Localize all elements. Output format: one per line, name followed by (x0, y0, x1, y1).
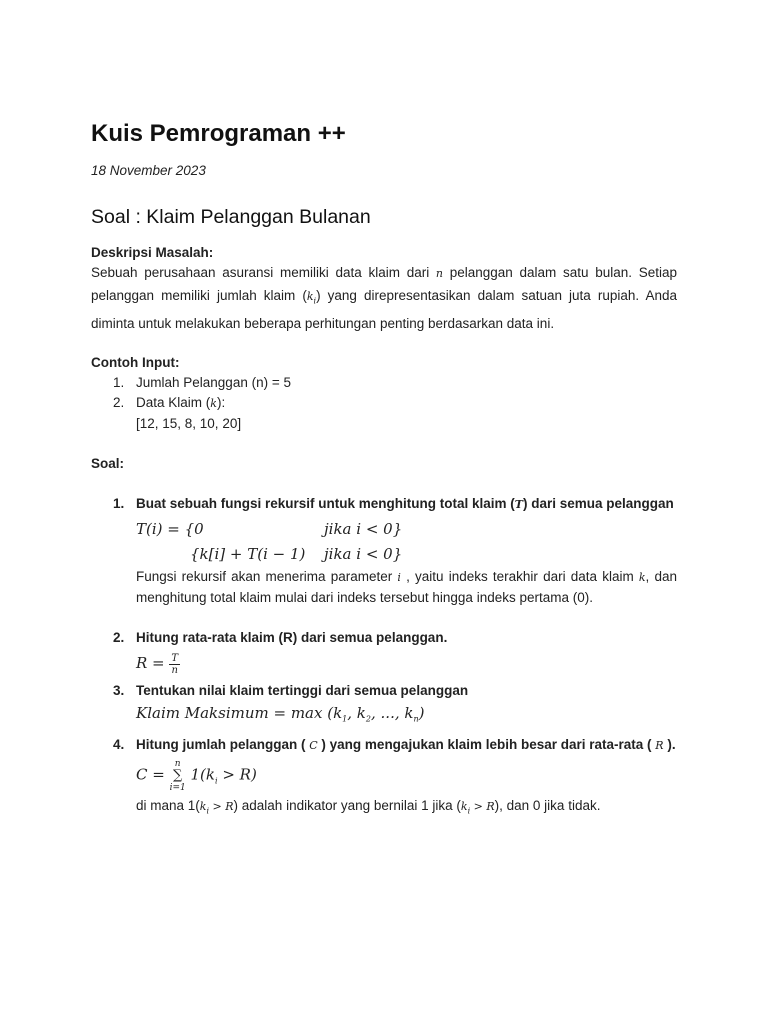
example-block (91, 353, 677, 434)
equation-recursive-2: {k[i] + T(i − 1) jika i < 0} (190, 544, 403, 563)
summation: n ∑ i=1 (169, 759, 186, 794)
equation-count: C = n ∑ i=1 $1(k_i > R)$ (136, 759, 257, 794)
description-block (91, 244, 677, 335)
soal-heading: Soal: (91, 455, 125, 471)
example-values: [12, 15, 8, 10, 20] (136, 415, 242, 431)
example-heading: Contoh Input: (91, 354, 180, 370)
document-title: Kuis Pemrograman ++ (91, 120, 346, 147)
question-2: 2. Hitung rata-rata klaim (R) dari semua pelanggan. (113, 629, 448, 645)
question-3: 3. Tentukan nilai klaim tertinggi dari semua pelanggan (113, 682, 469, 698)
equation-mean: R = $\frac{T}{n}$ (136, 652, 179, 676)
question-4: 4. Hitung jumlah pelanggan ( C ) yang mengajukan klaim lebih besar dari rata-rata ( R ). (113, 737, 676, 753)
description-text: Sebuah perusahaan asuransi memiliki data klaim dari n pelanggan dalam satu bulan. Setiap pelanggan memiliki jumlah klaim $(k_i)$ yang direpresentasikan dalam satuan juta rupiah. Anda diminta untuk melakukan beberapa perhitungan penting berdasarkan data ini. (91, 265, 677, 331)
description-heading: Deskripsi Masalah: (91, 245, 214, 260)
document-date: 18 November 2023 (91, 163, 206, 178)
question-1-explanation: Fungsi rekursif akan menerima parameter i , yaitu indeks terakhir dari data klaim k, dan menghitung total klaim mulai dari indeks tersebut hingga indeks pertama (0). (136, 568, 677, 605)
question-1: 1. Buat sebuah fungsi rekursif untuk menghitung total klaim (T) dari semua pelanggan (113, 495, 674, 511)
list-item: 2. Data Klaim (k): (113, 394, 226, 410)
list-item: 1. Jumlah Pelanggan (n) = 5 (113, 374, 291, 390)
section-title: Soal : Klaim Pelanggan Bulanan (91, 206, 371, 228)
equation-max: Klaim Maksimum = $\max (k_1$, $k_2$, ..., $k_n$) (136, 703, 425, 724)
indicator-note: di mana $1(k_i > R)$ adalah indikator yang bernilai 1 jika $(k_i > R)$, dan 0 jika tidak. (136, 798, 601, 817)
equation-recursive-1: T(i) = {0 jika i < 0} (136, 519, 403, 538)
document-page (91, 118, 677, 822)
question-list (91, 494, 677, 822)
